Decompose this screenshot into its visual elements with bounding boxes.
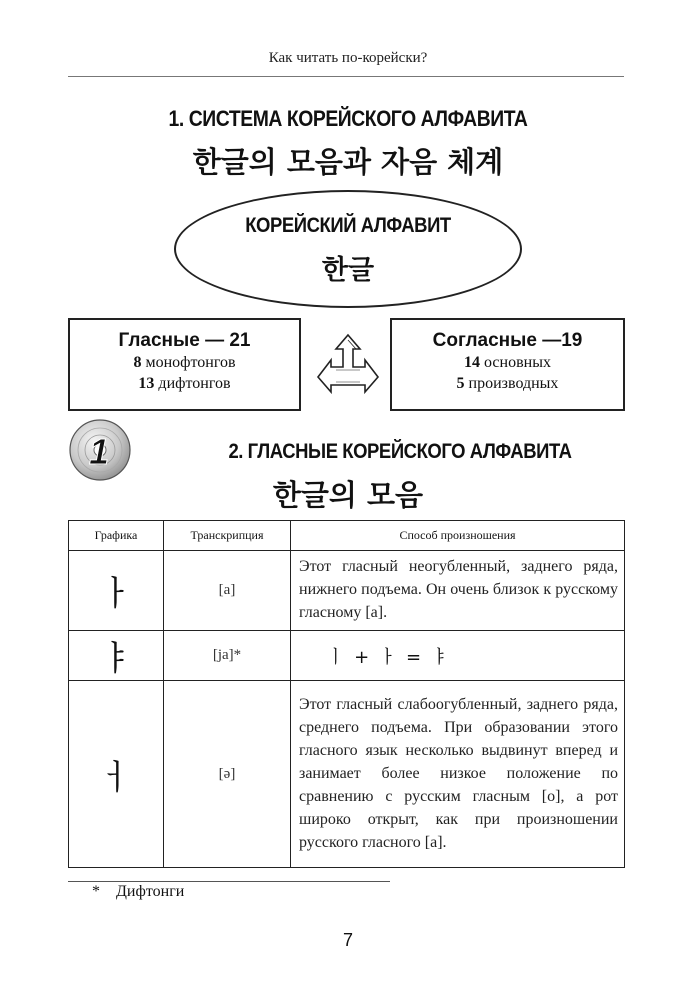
alphabet-korean: 한글 [321,255,375,286]
basic-label: основных [484,354,551,371]
table-row [69,551,625,631]
alphabet-title: КОРЕЙСКИЙ АЛФАВИТ [245,214,451,237]
derived-count: 5 [456,375,465,392]
vowel-table [68,520,625,868]
vowels-box [68,318,301,411]
vowels-line-monophthongs [70,352,299,373]
footnote [92,883,184,901]
vowel-formula: ㅣ + ㅏ = ㅑ [291,631,625,681]
cd-track-number: 1 [88,431,110,472]
vowel-description: Этот гласный неогубленный, заднего ряда, нижнего подъема. Он очень близок к русскому гласному [а]. [291,551,625,631]
footnote-rule [68,881,390,882]
table-header-row [69,521,625,551]
section2-title: 2. ГЛАСНЫЕ КОРЕЙСКОГО АЛФАВИТА [228,440,572,463]
section1-korean-title: 한글의 모음과 자음 체계 [192,145,504,179]
consonants-box [390,318,625,411]
header-graphics: Графика [69,521,164,551]
diphthong-label: дифтонгов [158,375,231,392]
section1-title: 1. СИСТЕМА КОРЕЙСКОГО АЛФАВИТА [168,106,528,131]
section2-korean-title: 한글의 모음 [272,478,424,512]
vowel-glyph: ㅑ [69,631,164,681]
footnote-text: Дифтонги [116,883,185,900]
diphthong-count: 13 [138,375,155,392]
header-transcription: Транскрипция [164,521,291,551]
consonants-line-basic [392,352,623,373]
vowel-glyph: ㅏ [69,551,164,631]
vowel-description: Этот гласный слабоогубленный, заднего ряда, среднего подъема. При образовании этого гласного язык несколько выдвинут вперед и занимает более низкое положение по сравнению с русским гласным [о], а рот широко открыт, как при произношении русского гласного [а]. [291,681,625,868]
header-rule [68,76,624,77]
running-header: Как читать по-корейски? [268,50,428,66]
derived-label: производных [468,375,559,392]
consonants-line-derived [392,373,623,394]
monophthong-label: монофтонгов [145,354,236,371]
basic-count: 14 [464,354,481,371]
vowel-transcription: [ə] [164,681,291,868]
page-number: 7 [342,930,353,950]
bidirectional-arrow-icon [316,332,380,400]
header-pronunciation: Способ произношения [291,521,625,551]
consonants-heading: Согласные —19 [432,330,583,351]
vowel-glyph: ㅓ [69,681,164,868]
vowel-transcription: [jа]* [164,631,291,681]
vowels-line-diphthongs [70,373,299,394]
vowels-heading: Гласные — 21 [118,330,251,351]
monophthong-count: 8 [133,354,142,371]
table-row [69,681,625,868]
table-row [69,631,625,681]
vowel-transcription: [а] [164,551,291,631]
footnote-mark: * [92,883,100,900]
